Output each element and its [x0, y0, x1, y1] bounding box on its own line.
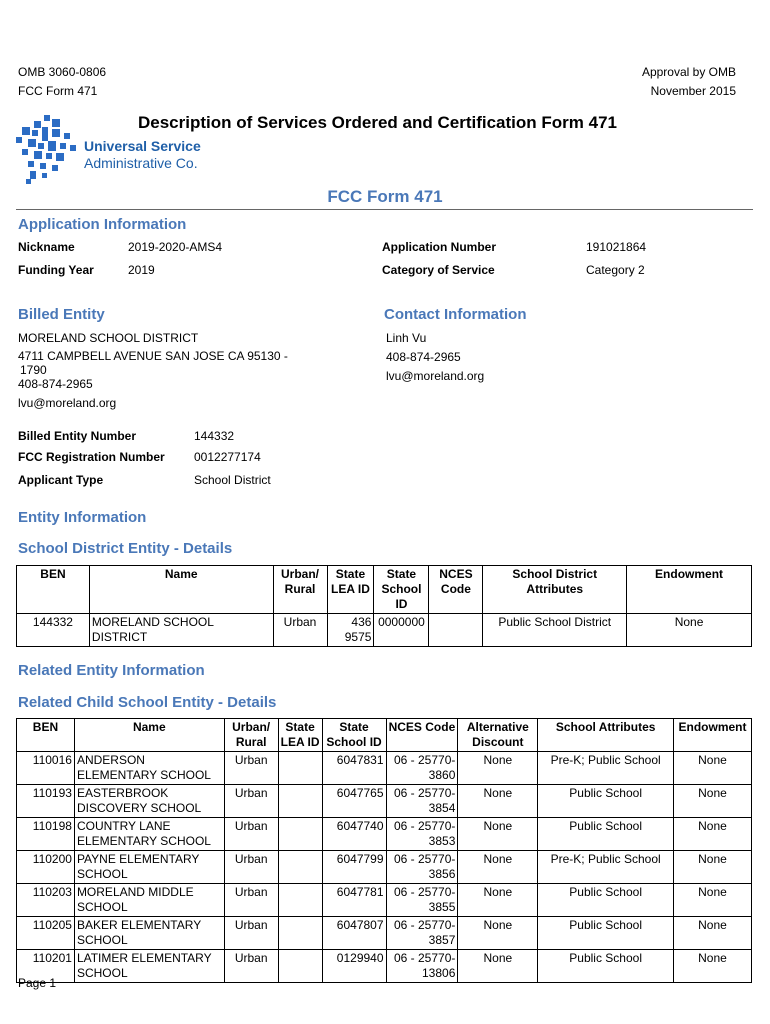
logo-line-1: Universal Service: [84, 138, 201, 154]
approval-header: [642, 63, 736, 101]
document-title: Description of Services Ordered and Certification Form 471: [138, 113, 617, 132]
column-header: School Attributes: [538, 719, 674, 752]
ben-cell: 110205: [17, 917, 75, 950]
contact-details: [386, 330, 484, 385]
name-cell: MORELAND SCHOOL DISTRICT: [89, 614, 273, 647]
school-id-cell: 6047740: [322, 818, 386, 851]
table-row: [17, 884, 752, 917]
applicant-type-value: School District: [194, 473, 271, 487]
discount-cell: None: [458, 884, 538, 917]
column-header: Name: [74, 719, 224, 752]
column-header: NCES Code: [429, 566, 483, 614]
ben-cell: 110200: [17, 851, 75, 884]
nces-cell: 06 - 25770-3857: [386, 917, 458, 950]
column-header: Urban/ Rural: [273, 566, 327, 614]
child-school-table: [16, 718, 752, 983]
attributes-cell: Public School: [538, 917, 674, 950]
urban-cell: Urban: [224, 752, 278, 785]
application-heading: Application Information: [18, 216, 187, 233]
lea-cell: [278, 917, 322, 950]
lea-id-cell: 436 9575: [327, 614, 374, 647]
form-number: FCC Form 471: [18, 84, 98, 98]
approval-text: Approval by OMB: [641, 65, 736, 79]
urban-cell: Urban: [273, 614, 327, 647]
funding-year-label: Funding Year: [18, 263, 94, 277]
endowment-cell: None: [673, 752, 751, 785]
column-header: State LEA ID: [278, 719, 322, 752]
app-number-value: 191021864: [586, 240, 647, 254]
table-row: [17, 851, 752, 884]
usac-logo-icon: [16, 115, 78, 185]
column-header: Endowment: [673, 719, 751, 752]
lea-cell: [278, 851, 322, 884]
fcc-registration-label: FCC Registration Number: [18, 450, 165, 464]
logo-line-2: Administrative Co.: [84, 155, 198, 171]
ben-cell: 144332: [17, 614, 90, 647]
school-id-cell: 6047831: [322, 752, 386, 785]
nickname-value: 2019-2020-AMS4: [128, 240, 223, 254]
school-id-cell: 0129940: [322, 950, 386, 983]
lea-cell: [278, 785, 322, 818]
column-header: Name: [89, 566, 273, 614]
approval-date: November 2015: [650, 84, 736, 98]
endowment-cell: None: [673, 884, 751, 917]
urban-cell: Urban: [224, 818, 278, 851]
applicant-type-label: Applicant Type: [18, 473, 104, 487]
endowment-cell: None: [673, 917, 751, 950]
column-header: State LEA ID: [327, 566, 374, 614]
column-header: Endowment: [627, 566, 752, 614]
attributes-cell: Pre-K; Public School: [538, 752, 674, 785]
contact-phone: 408-874-2965: [386, 350, 461, 364]
discount-cell: None: [458, 752, 538, 785]
attributes-cell: Public School: [538, 785, 674, 818]
school-id-cell: 6047807: [322, 917, 386, 950]
lea-cell: [278, 950, 322, 983]
urban-cell: Urban: [224, 851, 278, 884]
table-row: [17, 950, 752, 983]
billed-entity-number-value: 144332: [194, 429, 235, 443]
attributes-cell: Pre-K; Public School: [538, 851, 674, 884]
column-header: Urban/ Rural: [224, 719, 278, 752]
related-heading: Related Entity Information: [18, 662, 205, 679]
billed-entity-name: MORELAND SCHOOL DISTRICT: [18, 331, 199, 345]
nces-cell: 06 - 25770-3855: [386, 884, 458, 917]
endowment-cell: None: [627, 614, 752, 647]
nces-cell: 06 - 25770-3853: [386, 818, 458, 851]
name-cell: LATIMER ELEMENTARY SCHOOL: [74, 950, 224, 983]
billed-entity-number-label: Billed Entity Number: [18, 429, 137, 443]
endowment-cell: None: [673, 785, 751, 818]
endowment-cell: None: [673, 950, 751, 983]
funding-year-value: 2019: [128, 263, 155, 277]
column-header: State School ID: [322, 719, 386, 752]
urban-cell: Urban: [224, 950, 278, 983]
column-header: NCES Code: [386, 719, 458, 752]
attributes-cell: Public School District: [483, 614, 627, 647]
page-number: Page 1: [18, 976, 57, 990]
omb-number: OMB 3060-0806: [18, 65, 107, 79]
nces-cell: 06 - 25770-13806: [386, 950, 458, 983]
nces-cell: 06 - 25770-3854: [386, 785, 458, 818]
nces-cell: 06 - 25770-3860: [386, 752, 458, 785]
header-divider: [16, 209, 753, 210]
endowment-cell: None: [673, 818, 751, 851]
name-cell: PAYNE ELEMENTARY SCHOOL: [74, 851, 224, 884]
table-row: [17, 917, 752, 950]
table-row: [17, 614, 752, 647]
district-table: [16, 565, 752, 647]
contact-name: Linh Vu: [386, 331, 427, 345]
billed-entity-email: lvu@moreland.org: [18, 396, 117, 410]
urban-cell: Urban: [224, 785, 278, 818]
school-id-cell: 6047781: [322, 884, 386, 917]
urban-cell: Urban: [224, 884, 278, 917]
school-id-cell: 6047765: [322, 785, 386, 818]
discount-cell: None: [458, 950, 538, 983]
ben-cell: 110201: [17, 950, 75, 983]
child-details-heading: Related Child School Entity - Details: [18, 694, 277, 711]
fcc-registration-value: 0012277174: [194, 450, 261, 464]
ben-cell: 110016: [17, 752, 75, 785]
column-header: Alternative Discount: [458, 719, 538, 752]
school-id-cell: 6047799: [322, 851, 386, 884]
table-row: [17, 818, 752, 851]
omb-header: [18, 63, 106, 101]
district-details-heading: School District Entity - Details: [18, 540, 233, 557]
name-cell: MORELAND MIDDLE SCHOOL: [74, 884, 224, 917]
endowment-cell: None: [673, 851, 751, 884]
lea-cell: [278, 884, 322, 917]
app-number-label: Application Number: [382, 240, 497, 254]
child-table-header: [17, 719, 752, 752]
category-value: Category 2: [586, 263, 645, 277]
table-row: [17, 785, 752, 818]
nces-cell: 06 - 25770-3856: [386, 851, 458, 884]
name-cell: BAKER ELEMENTARY SCHOOL: [74, 917, 224, 950]
name-cell: COUNTRY LANE ELEMENTARY SCHOOL: [74, 818, 224, 851]
nces-cell: [429, 614, 483, 647]
table-row: [17, 752, 752, 785]
billed-entity-address-2: 1790: [20, 363, 47, 377]
district-table-header: [17, 566, 752, 614]
column-header: State School ID: [374, 566, 429, 614]
ben-cell: 110193: [17, 785, 75, 818]
nickname-label: Nickname: [18, 240, 75, 254]
contact-email: lvu@moreland.org: [386, 369, 485, 383]
discount-cell: None: [458, 917, 538, 950]
ben-cell: 110203: [17, 884, 75, 917]
column-header: School District Attributes: [483, 566, 627, 614]
column-header: BEN: [17, 719, 75, 752]
discount-cell: None: [458, 785, 538, 818]
lea-cell: [278, 818, 322, 851]
entity-heading: Entity Information: [18, 509, 147, 526]
urban-cell: Urban: [224, 917, 278, 950]
school-id-cell: 0000000: [374, 614, 429, 647]
attributes-cell: Public School: [538, 884, 674, 917]
discount-cell: None: [458, 818, 538, 851]
lea-cell: [278, 752, 322, 785]
contact-heading: Contact Information: [384, 306, 527, 323]
billed-entity-heading: Billed Entity: [18, 306, 105, 323]
category-label: Category of Service: [382, 263, 495, 277]
discount-cell: None: [458, 851, 538, 884]
attributes-cell: Public School: [538, 950, 674, 983]
billed-entity-address: [18, 330, 288, 412]
column-header: BEN: [17, 566, 90, 614]
billed-entity-phone: 408-874-2965: [18, 377, 93, 391]
name-cell: ANDERSON ELEMENTARY SCHOOL: [74, 752, 224, 785]
form-heading: FCC Form 471: [327, 187, 443, 206]
attributes-cell: Public School: [538, 818, 674, 851]
ben-cell: 110198: [17, 818, 75, 851]
name-cell: EASTERBROOK DISCOVERY SCHOOL: [74, 785, 224, 818]
billed-entity-address-1: 4711 CAMPBELL AVENUE SAN JOSE CA 95130 -: [18, 349, 288, 363]
